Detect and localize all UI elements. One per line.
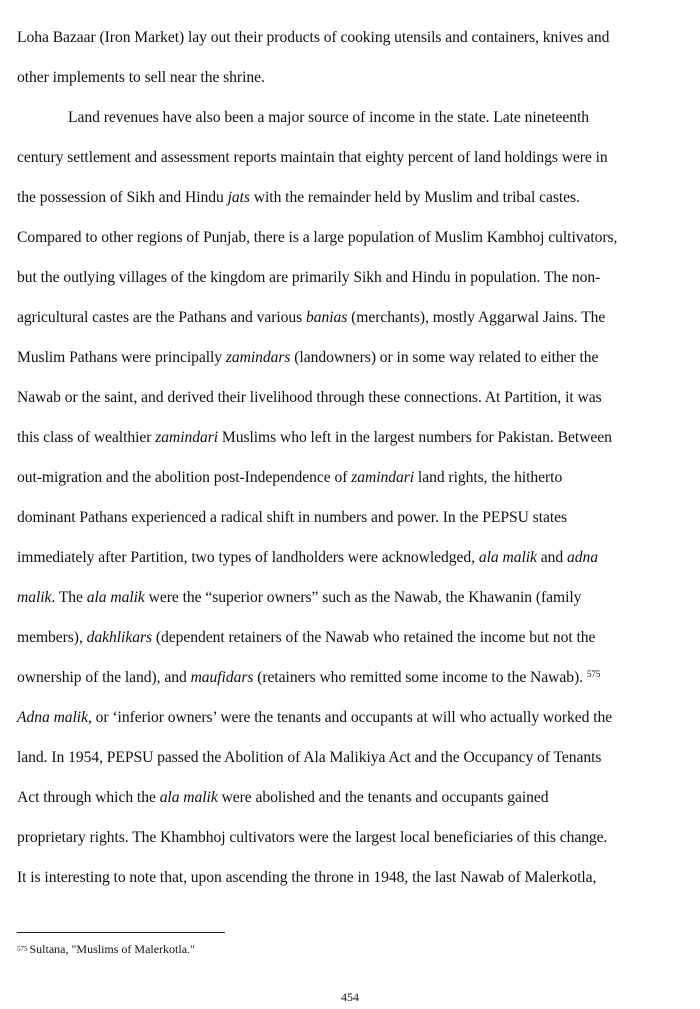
body-line-12: out-migration and the abolition post-Independence of zamindari land rights, the hitherto bbox=[17, 469, 563, 486]
italic-term: jats bbox=[227, 189, 250, 206]
body-line-9: Muslim Pathans were principally zamindars (landowners) or in some way related to either the bbox=[17, 349, 599, 366]
footnote-divider bbox=[17, 932, 225, 933]
body-line-7: but the outlying villages of the kingdom are primarily Sikh and Hindu in population. The non- bbox=[17, 269, 601, 286]
body-line-2: other implements to sell near the shrine. bbox=[17, 69, 265, 86]
body-line-13: dominant Pathans experienced a radical shift in numbers and power. In the PEPSU states bbox=[17, 509, 568, 526]
footnote-text: Sultana, "Muslims of Malerkotla." bbox=[29, 942, 195, 956]
page-number: 454 bbox=[341, 990, 359, 1004]
italic-term: banias bbox=[306, 309, 348, 326]
italic-term: maufidars bbox=[190, 669, 254, 686]
footnote-reference[interactable]: 575 bbox=[586, 669, 601, 679]
italic-term: Adna malik bbox=[17, 709, 88, 726]
body-line-19: land. In 1954, PEPSU passed the Abolition of Ala Malikiya Act and the Occupancy of Tenants bbox=[17, 749, 602, 766]
body-line-21: proprietary rights. The Khambhoj cultivators were the largest local beneficiaries of this change. bbox=[17, 829, 608, 846]
italic-term: zamindari bbox=[155, 429, 219, 446]
body-line-22: It is interesting to note that, upon ascending the throne in 1948, the last Nawab of Malerkotla, bbox=[17, 869, 597, 886]
body-line-6: Compared to other regions of Punjab, there is a large population of Muslim Kambhoj cultivators, bbox=[17, 229, 618, 246]
body-line-5: the possession of Sikh and Hindu jats with the remainder held by Muslim and tribal castes. bbox=[17, 189, 580, 206]
italic-term: ala malik bbox=[478, 549, 537, 566]
body-line-18: Adna malik, or ‘inferior owners’ were the tenants and occupants at will who actually worked the bbox=[17, 709, 613, 726]
body-line-11: this class of wealthier zamindari Muslims who left in the largest numbers for Pakistan. Between bbox=[17, 429, 612, 446]
paragraph-start-line: Land revenues have also been a major source of income in the state. Late nineteenth bbox=[68, 109, 590, 126]
body-line-14: immediately after Partition, two types of landholders were acknowledged, ala malik and adna bbox=[17, 549, 598, 566]
body-line-16: members), dakhlikars (dependent retainers of the Nawab who retained the income but not the bbox=[17, 629, 596, 646]
body-line-20: Act through which the ala malik were abolished and the tenants and occupants gained bbox=[17, 789, 549, 806]
italic-term: adna bbox=[566, 549, 598, 566]
body-line-17: ownership of the land), and maufidars (retainers who remitted some income to the Nawab). $^{575}$ bbox=[17, 669, 601, 686]
italic-term: ala malik bbox=[86, 589, 145, 606]
body-line-8: agricultural castes are the Pathans and various banias (merchants), mostly Aggarwal Jains. The bbox=[17, 309, 606, 326]
footnote bbox=[17, 941, 195, 957]
footnote-number: 575 bbox=[17, 945, 28, 953]
italic-term: zamindars bbox=[225, 349, 291, 366]
italic-term: zamindari bbox=[351, 469, 415, 486]
body-line-10: Nawab or the saint, and derived their livelihood through these connections. At Partition, it was bbox=[17, 389, 602, 406]
body-line-1: Loha Bazaar (Iron Market) lay out their products of cooking utensils and containers, knives and bbox=[17, 29, 610, 46]
body-line-4: century settlement and assessment reports maintain that eighty percent of land holdings were in bbox=[17, 149, 608, 166]
italic-term: ala malik bbox=[159, 789, 218, 806]
body-line-15: malik. The ala malik were the “superior owners” such as the Nawab, the Khawanin (family bbox=[17, 589, 582, 606]
italic-term: dakhlikars bbox=[86, 629, 152, 646]
italic-term: malik bbox=[17, 589, 52, 606]
